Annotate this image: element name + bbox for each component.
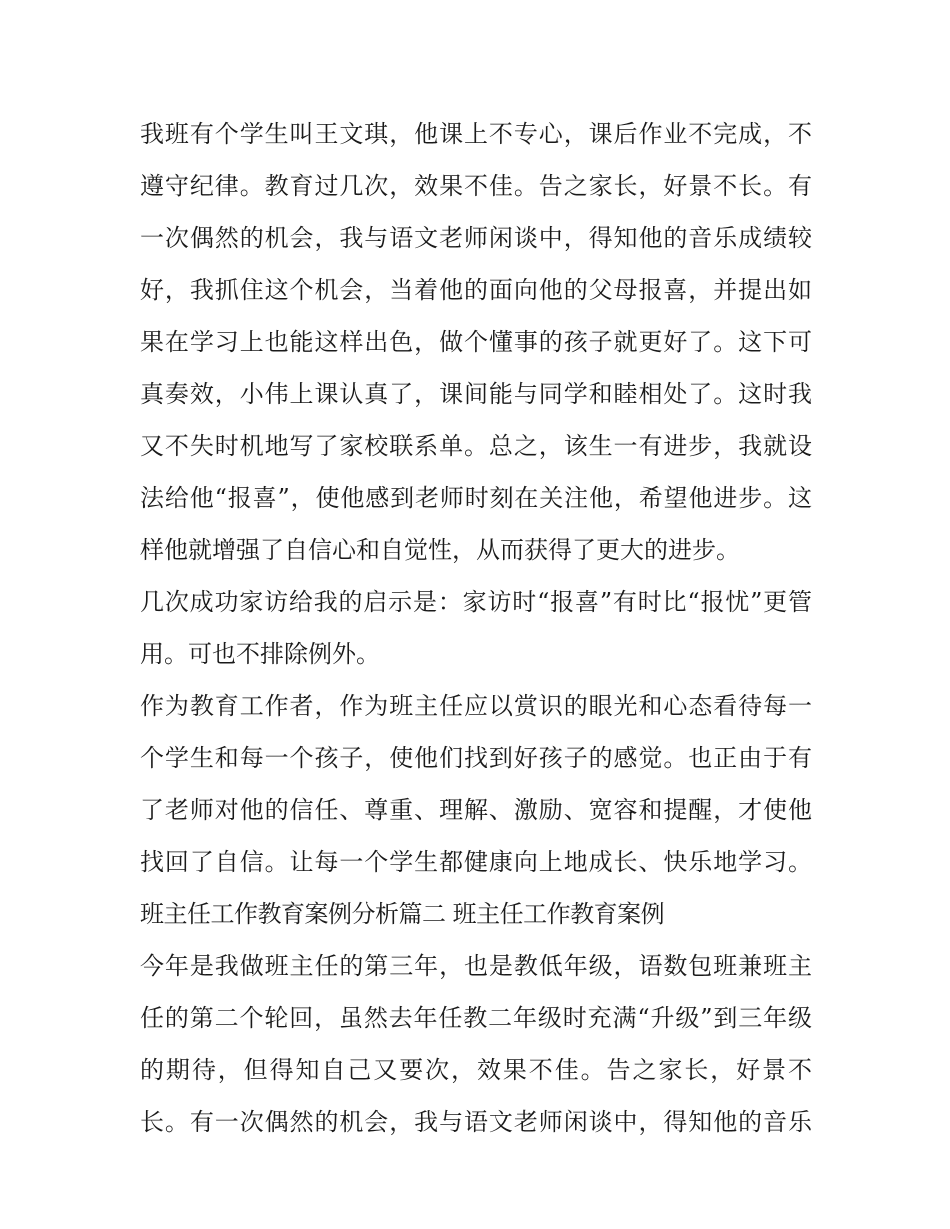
section-heading: 班主任工作教育案例分析篇二 班主任工作教育案例: [140, 900, 665, 928]
text-line: 找回了自信。让每一个学生都健康向上地成长、快乐地学习。: [140, 848, 812, 876]
text-line: 我班有个学生叫王文琪，他课上不专心，课后作业不完成，不: [140, 120, 812, 148]
text-line: 又不失时机地写了家校联系单。总之，该生一有进步，我就设: [140, 432, 812, 460]
document-body: [140, 108, 812, 1148]
text-line: 样他就增强了自信心和自觉性，从而获得了更大的进步。: [140, 536, 740, 564]
text-line: 用。可也不排除例外。: [140, 640, 380, 668]
text-line: 长。有一次偶然的机会，我与语文老师闲谈中，得知他的音乐: [140, 1108, 812, 1136]
text-line: 法给他“报喜”，使他感到老师时刻在关注他，希望他进步。这: [140, 484, 812, 512]
text-line: 真奏效，小伟上课认真了，课间能与同学和睦相处了。这时我: [140, 380, 812, 408]
text-line: 作为教育工作者，作为班主任应以赏识的眼光和心态看待每一: [140, 692, 812, 720]
text-line: 今年是我做班主任的第三年，也是教低年级，语数包班兼班主: [140, 952, 812, 980]
text-line: 了老师对他的信任、尊重、理解、激励、宽容和提醒，才使他: [140, 796, 812, 824]
text-line: 好，我抓住这个机会，当着他的面向他的父母报喜，并提出如: [140, 276, 812, 304]
text-line: 果在学习上也能这样出色，做个懂事的孩子就更好了。这下可: [140, 328, 812, 356]
text-line: 一次偶然的机会，我与语文老师闲谈中，得知他的音乐成绩较: [140, 224, 812, 252]
text-line: 遵守纪律。教育过几次，效果不佳。告之家长，好景不长。有: [140, 172, 812, 200]
text-line: 几次成功家访给我的启示是：家访时“报喜”有时比“报忧”更管: [140, 588, 812, 616]
text-line: 任的第二个轮回，虽然去年任教二年级时充满“升级”到三年级: [140, 1004, 812, 1032]
text-line: 个学生和每一个孩子，使他们找到好孩子的感觉。也正由于有: [140, 744, 812, 772]
text-line: 的期待，但得知自己又要次，效果不佳。告之家长，好景不: [140, 1056, 812, 1084]
